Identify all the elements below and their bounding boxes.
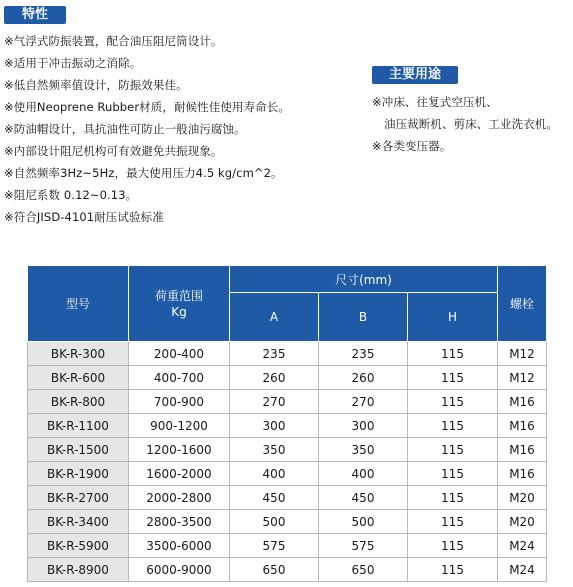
- h-cell: 115: [408, 534, 498, 558]
- table-row: [28, 462, 547, 486]
- a-cell: 235: [230, 342, 319, 366]
- spec-table-body: [28, 342, 547, 582]
- spec-table: [27, 265, 547, 582]
- table-row: [28, 342, 547, 366]
- load-cell: 1600-2000: [129, 462, 230, 486]
- model-cell: BK-R-300: [28, 342, 129, 366]
- load-cell: 400-700: [129, 366, 230, 390]
- h-cell: 115: [408, 558, 498, 582]
- b-cell: 300: [319, 414, 408, 438]
- model-cell: BK-R-800: [28, 390, 129, 414]
- header-a: A: [230, 293, 319, 342]
- model-cell: BK-R-1100: [28, 414, 129, 438]
- h-cell: 115: [408, 342, 498, 366]
- bolt-cell: M16: [498, 414, 547, 438]
- b-cell: 575: [319, 534, 408, 558]
- use-item: ※各类变压器。: [372, 139, 452, 153]
- feature-item: ※低自然频率值设计，防振效果佳。: [4, 78, 188, 92]
- bolt-cell: M24: [498, 534, 547, 558]
- feature-item: ※符合JISD-4101耐压试验标准: [4, 210, 164, 224]
- h-cell: 115: [408, 390, 498, 414]
- feature-item: ※防油帽设计，具抗油性可防止一般油污腐蚀。: [4, 122, 246, 136]
- h-cell: 115: [408, 414, 498, 438]
- header-size: 尺寸(mm): [230, 266, 498, 293]
- model-cell: BK-R-5900: [28, 534, 129, 558]
- feature-item: ※阻尼系数 0.12~0.13。: [4, 188, 138, 202]
- feature-item: ※适用于冲击振动之消除。: [4, 56, 142, 70]
- table-row: [28, 366, 547, 390]
- h-cell: 115: [408, 462, 498, 486]
- load-cell: 3500-6000: [129, 534, 230, 558]
- model-cell: BK-R-3400: [28, 510, 129, 534]
- model-cell: BK-R-1900: [28, 462, 129, 486]
- model-cell: BK-R-1500: [28, 438, 129, 462]
- feature-item: ※内部设计阻尼机构可有效避免共振现象。: [4, 144, 223, 158]
- b-cell: 450: [319, 486, 408, 510]
- b-cell: 350: [319, 438, 408, 462]
- table-row: [28, 390, 547, 414]
- header-model: 型号: [28, 266, 129, 342]
- a-cell: 300: [230, 414, 319, 438]
- load-cell: 1200-1600: [129, 438, 230, 462]
- table-row: [28, 486, 547, 510]
- h-cell: 115: [408, 486, 498, 510]
- load-cell: 900-1200: [129, 414, 230, 438]
- feature-item: ※自然频率3Hz~5Hz，最大使用压力4.5 kg/cm^2。: [4, 166, 283, 180]
- header-load-line2: Kg: [171, 304, 187, 319]
- use-item: ※冲床、往复式空压机、: [372, 95, 498, 109]
- a-cell: 500: [230, 510, 319, 534]
- table-row: [28, 558, 547, 582]
- load-cell: 700-900: [129, 390, 230, 414]
- model-cell: BK-R-8900: [28, 558, 129, 582]
- b-cell: 650: [319, 558, 408, 582]
- a-cell: 270: [230, 390, 319, 414]
- bolt-cell: M12: [498, 342, 547, 366]
- header-load-line1: 荷重范围: [154, 288, 203, 303]
- load-cell: 200-400: [129, 342, 230, 366]
- bolt-cell: M20: [498, 510, 547, 534]
- b-cell: 500: [319, 510, 408, 534]
- a-cell: 260: [230, 366, 319, 390]
- table-row: [28, 534, 547, 558]
- b-cell: 400: [319, 462, 408, 486]
- a-cell: 400: [230, 462, 319, 486]
- bolt-cell: M12: [498, 366, 547, 390]
- feature-item: ※使用Neoprene Rubber材质，耐候性佳使用寿命长。: [4, 100, 290, 114]
- table-row: [28, 510, 547, 534]
- b-cell: 260: [319, 366, 408, 390]
- a-cell: 575: [230, 534, 319, 558]
- bolt-cell: M20: [498, 486, 547, 510]
- table-row: [28, 438, 547, 462]
- model-cell: BK-R-2700: [28, 486, 129, 510]
- bolt-cell: M16: [498, 438, 547, 462]
- a-cell: 350: [230, 438, 319, 462]
- uses-title: 主要用途: [372, 66, 458, 84]
- use-item: 油压裁断机、剪床、工业洗衣机。: [384, 117, 558, 131]
- h-cell: 115: [408, 510, 498, 534]
- b-cell: 235: [319, 342, 408, 366]
- feature-item: ※气浮式防振装置，配合油压阻尼筒设计。: [4, 34, 223, 48]
- h-cell: 115: [408, 366, 498, 390]
- h-cell: 115: [408, 438, 498, 462]
- bolt-cell: M24: [498, 558, 547, 582]
- bolt-cell: M16: [498, 390, 547, 414]
- bolt-cell: M16: [498, 462, 547, 486]
- load-cell: 6000-9000: [129, 558, 230, 582]
- header-h: H: [408, 293, 498, 342]
- b-cell: 270: [319, 390, 408, 414]
- load-cell: 2800-3500: [129, 510, 230, 534]
- header-bolt: 螺栓: [498, 266, 547, 342]
- features-title: 特性: [4, 6, 66, 24]
- table-row: [28, 414, 547, 438]
- a-cell: 650: [230, 558, 319, 582]
- header-b: B: [319, 293, 408, 342]
- header-load: [129, 266, 230, 342]
- load-cell: 2000-2800: [129, 486, 230, 510]
- a-cell: 450: [230, 486, 319, 510]
- model-cell: BK-R-600: [28, 366, 129, 390]
